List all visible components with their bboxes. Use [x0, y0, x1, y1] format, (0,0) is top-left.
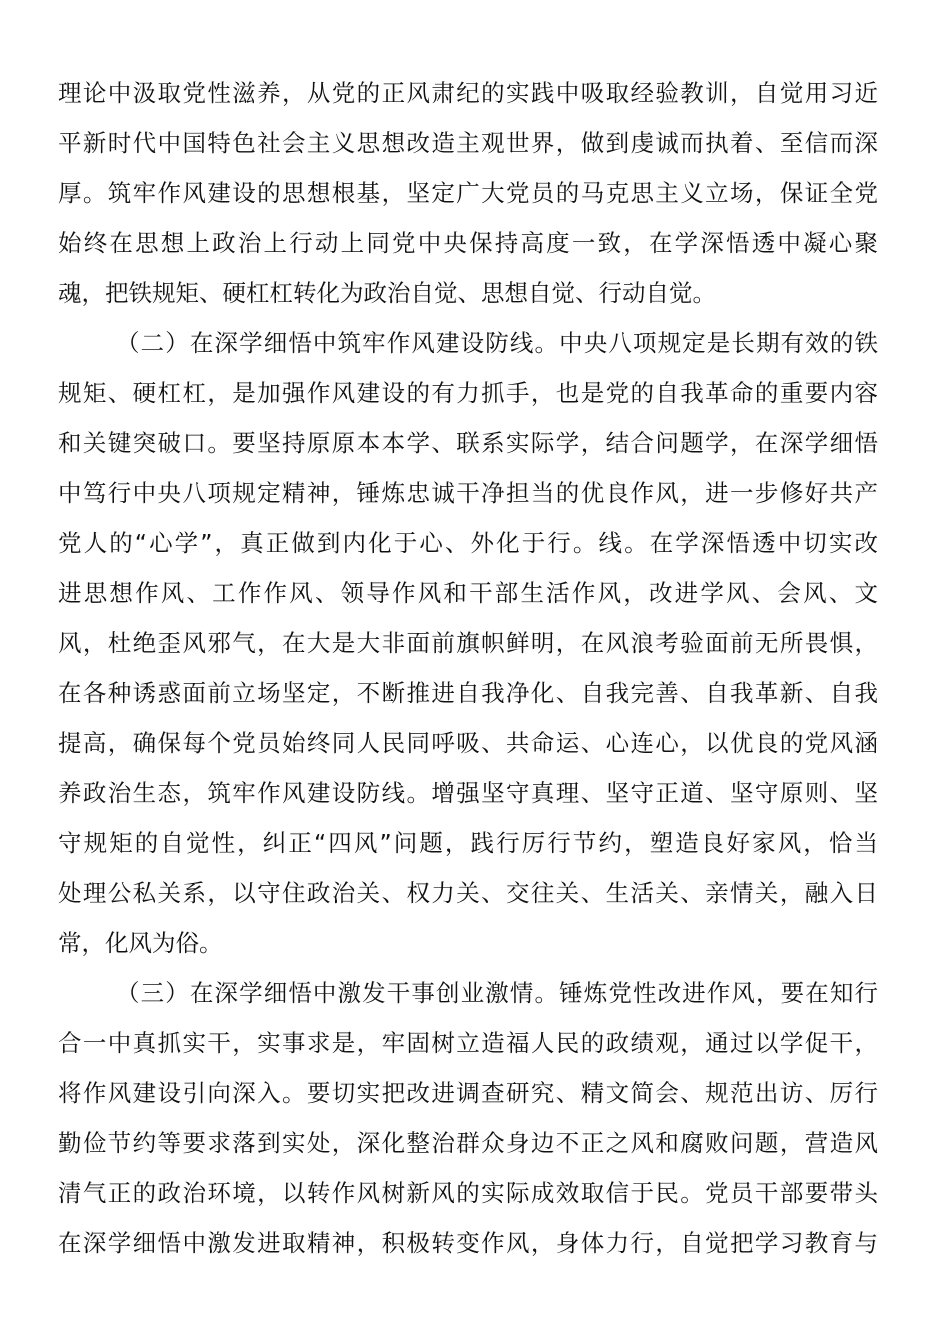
text-line: 提高，确保每个党员始终同人民同呼吸、共命运、心连心，以优良的党风涵 [58, 729, 878, 757]
text-line: 处理公私关系，以守住政治关、权力关、交往关、生活关、亲情关，融入日 [58, 879, 878, 907]
body-text [58, 68, 878, 1268]
section-heading-line: （二）在深学细悟中筑牢作风建设防线。中央八项规定是长期有效的铁 [116, 329, 878, 357]
text-line: 风，杜绝歪风邪气，在大是大非面前旗帜鲜明，在风浪考验面前无所畏惧， [58, 629, 878, 657]
section-heading-line: （三）在深学细悟中激发干事创业激情。锤炼党性改进作风，要在知行 [116, 979, 878, 1007]
text-line: 魂，把铁规矩、硬杠杠转化为政治自觉、思想自觉、行动自觉。 [58, 279, 716, 307]
text-line: 常，化风为俗。 [58, 929, 223, 957]
text-line: 理论中汲取党性滋养，从党的正风肃纪的实践中吸取经验教训，自觉用习近 [58, 79, 878, 107]
text-line: 合一中真抓实干，实事求是，牢固树立造福人民的政绩观，通过以学促干， [58, 1029, 878, 1057]
text-line: 党人的“心学”，真正做到内化于心、外化于行。线。在学深悟透中切实改 [58, 529, 878, 557]
text-line: 进思想作风、工作作风、领导作风和干部生活作风，改进学风、会风、文 [58, 579, 878, 607]
text-line: 在深学细悟中激发进取精神，积极转变作风，身体力行，自觉把学习教育与 [58, 1229, 878, 1257]
text-line: 平新时代中国特色社会主义思想改造主观世界，做到虔诚而执着、至信而深 [58, 129, 878, 157]
text-line: 规矩、硬杠杠，是加强作风建设的有力抓手，也是党的自我革命的重要内容 [58, 379, 878, 407]
text-line: 将作风建设引向深入。要切实把改进调查研究、精文简会、规范出访、厉行 [58, 1079, 878, 1107]
text-line: 在各种诱惑面前立场坚定，不断推进自我净化、自我完善、自我革新、自我 [58, 679, 878, 707]
text-line: 清气正的政治环境，以转作风树新风的实际成效取信于民。党员干部要带头 [58, 1179, 878, 1207]
text-line: 和关键突破口。要坚持原原本本学、联系实际学，结合问题学，在深学细悟 [58, 429, 878, 457]
text-line: 始终在思想上政治上行动上同党中央保持高度一致，在学深悟透中凝心聚 [58, 229, 878, 257]
text-line: 守规矩的自觉性，纠正“四风”问题，践行厉行节约，塑造良好家风，恰当 [58, 829, 878, 857]
text-line: 养政治生态，筑牢作风建设防线。增强坚守真理、坚守正道、坚守原则、坚 [58, 779, 878, 807]
text-line: 勤俭节约等要求落到实处，深化整治群众身边不正之风和腐败问题，营造风 [58, 1129, 878, 1157]
text-line: 中笃行中央八项规定精神，锤炼忠诚干净担当的优良作风，进一步修好共产 [58, 479, 878, 507]
text-line: 厚。筑牢作风建设的思想根基，坚定广大党员的马克思主义立场，保证全党 [58, 179, 878, 207]
